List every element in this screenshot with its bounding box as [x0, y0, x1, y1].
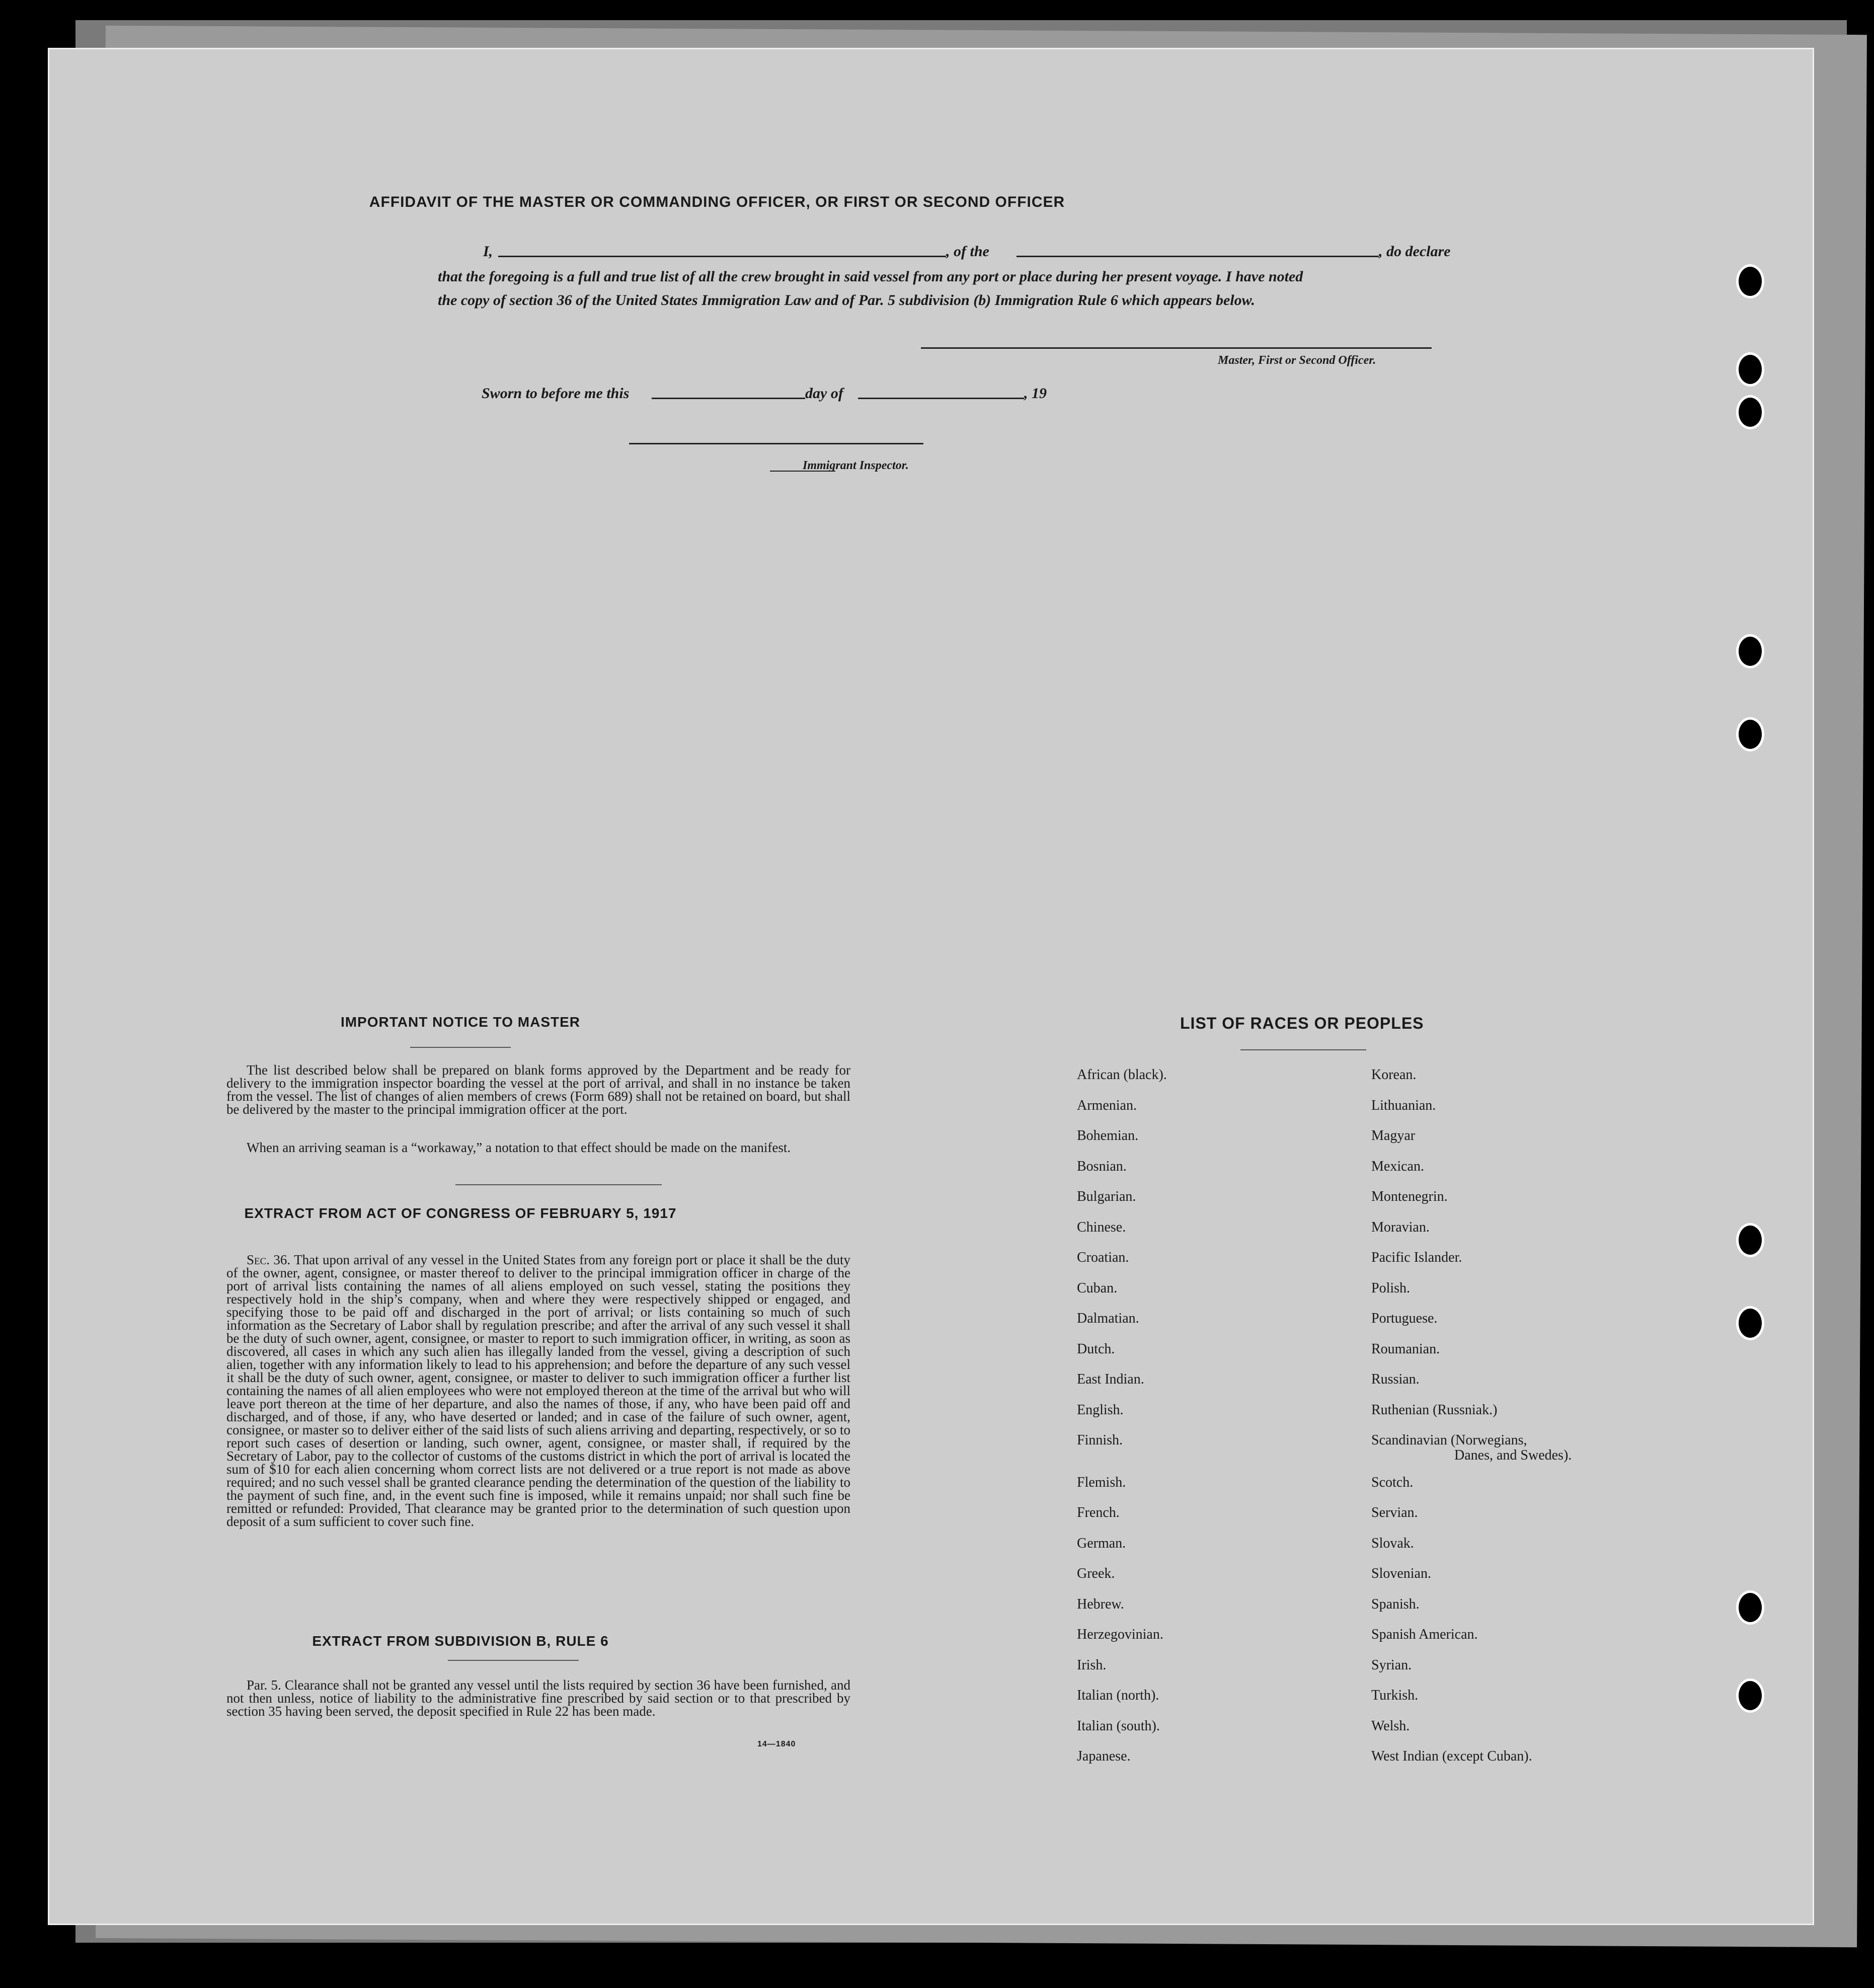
race-item: Moravian. — [1371, 1219, 1430, 1235]
punch-hole — [1736, 717, 1764, 751]
race-item: Chinese. — [1077, 1219, 1126, 1235]
affidavit-i: I, — [483, 243, 493, 260]
race-item: Pacific Islander. — [1371, 1250, 1462, 1265]
race-item: Italian (south). — [1077, 1718, 1160, 1734]
race-item: Magyar — [1371, 1128, 1416, 1143]
punch-hole — [1736, 1678, 1764, 1713]
race-item: Irish. — [1077, 1657, 1107, 1673]
race-item: Syrian. — [1371, 1657, 1412, 1673]
race-item: Scandinavian (Norwegians, — [1371, 1432, 1527, 1448]
race-item: Welsh. — [1371, 1718, 1410, 1734]
races-title: LIST OF RACES OR PEOPLES — [1180, 1014, 1424, 1032]
divider — [1240, 1049, 1366, 1050]
race-item: Roumanian. — [1371, 1341, 1440, 1357]
divider — [455, 1184, 662, 1185]
sworn-year: , 19 — [1024, 385, 1047, 402]
race-item: Spanish American. — [1371, 1627, 1478, 1642]
affidavit-declare: , do declare — [1379, 243, 1451, 260]
race-item: Finnish. — [1077, 1432, 1123, 1448]
race-item: French. — [1077, 1505, 1120, 1520]
race-item: Armenian. — [1077, 1097, 1137, 1113]
race-item: Polish. — [1371, 1280, 1411, 1296]
inspector-signature-blank[interactable] — [629, 443, 923, 444]
race-item: West Indian (except Cuban). — [1371, 1748, 1532, 1764]
race-item: Portuguese. — [1371, 1311, 1438, 1326]
race-item: Greek. — [1077, 1566, 1115, 1581]
race-item: Lithuanian. — [1371, 1097, 1436, 1113]
race-item: Bulgarian. — [1077, 1189, 1136, 1204]
race-item: African (black). — [1077, 1067, 1167, 1083]
rule-paragraph: Par. 5. Clearance shall not be granted any vessel until the lists required by section 36 have been furnished, and not then unless, notice of liability to the administrative fine prescribed by said section or to that prescribed by section 35 having been served, the deposit specified in Rule 22 has been made. — [226, 1677, 850, 1719]
race-item: Servian. — [1371, 1505, 1418, 1520]
affidavit-line3: the copy of section 36 of the United States Immigration Law and of Par. 5 subdivision (b) Immigration Rule 6 which appears below. — [438, 292, 1255, 309]
race-item: German. — [1077, 1535, 1126, 1551]
punch-hole — [1736, 1590, 1764, 1625]
race-item: Scotch. — [1371, 1474, 1414, 1490]
race-item: Korean. — [1371, 1067, 1417, 1083]
act-title: EXTRACT FROM ACT OF CONGRESS OF FEBRUARY 5, 1917 — [244, 1205, 677, 1221]
race-item: Mexican. — [1371, 1158, 1424, 1174]
race-item: Ruthenian (Russniak.) — [1371, 1402, 1498, 1418]
race-item: Slovenian. — [1371, 1566, 1431, 1581]
officer-signature-label: Master, First or Second Officer. — [1218, 354, 1376, 367]
manifest-page — [48, 48, 1814, 1925]
punch-hole — [1736, 1306, 1764, 1340]
notice-title: IMPORTANT NOTICE TO MASTER — [340, 1014, 581, 1030]
race-item: Russian. — [1371, 1371, 1420, 1387]
race-item: Turkish. — [1371, 1688, 1419, 1703]
notice-paragraph-1: The list described below shall be prepared on blank forms approved by the Department and be ready for delivery to the immigration inspector boarding the vessel at the port of arrival, and shall in no instance be taken from the vessel. The list of changes of alien members of crews (Form 689) shall not be retained on board, but shall be delivered by the master to the principal immigration officer at the port. — [226, 1062, 850, 1117]
act-sec-text: That upon arrival of any vessel in the United States from any foreign port or place it shall be the duty of the owner, agent, consignee, or master thereof to deliver to the principal immigration officer in charge of the port of arrival lists containing the names of all aliens employed on such vessel, stating the positions they respectively hold in the ship’s company, when and where they were respectively shipped or engaged, and specifying those to be paid off and discharged in the port of arrival; or lists containing so much of such information as the Secretary of Labor shall by regulation prescribe; and after the arrival of any such vessel it shall be the duty of such owner, agent, consignee, or master to report to such immigration officer, in writing, as soon as discovered, all cases in which any such alien has illegally landed from the vessel, giving a description of such alien, together with any information likely to lead to his apprehension; and before the departure of any such vessel it shall be the duty of such owner, agent, consignee, or master to deliver to such immigration officer a further list containing the names of all alien employees who were not employed thereon at the time of the arrival but who will leave port thereon at the time of her departure, and also the names of those, if any, who have been paid off and discharged, and of those, if any, who have deserted or landed; and in case of the failure of such owner, agent, consignee, or master so to deliver either of the said lists of such aliens arriving and departing, respectively, or so to report such cases of desertion or landing, such owner, agent, consignee, or master shall, if required by the Secretary of Labor, pay to the collector of customs of the customs district in which the port of arrival is located the sum of $10 for each alien concerning whom correct lists are not delivered or a true report is not made as above required; and no such vessel shall be granted clearance pending the determination of the question of the liability to the payment of such fine, and, in the event such fine is imposed, while it remains unpaid; nor shall such fine be remitted or refunded: Provided, That clearance may be granted prior to the determination of such question upon deposit of a sum sufficient to cover such fine. — [226, 1252, 851, 1529]
affidavit-line2: that the foregoing is a full and true list of all the crew brought in said vessel from any port or place during her present voyage. I have noted — [438, 268, 1303, 285]
race-item: East Indian. — [1077, 1371, 1144, 1387]
race-item: Italian (north). — [1077, 1688, 1159, 1703]
race-item: Hebrew. — [1077, 1596, 1124, 1612]
officer-signature-blank[interactable] — [921, 347, 1432, 349]
race-item: Spanish. — [1371, 1596, 1420, 1612]
race-item: Bohemian. — [1077, 1128, 1139, 1143]
act-section-36 — [226, 1253, 850, 1528]
notice-paragraph-2: When an arriving seaman is a “workaway,” a notation to that effect should be made on the manifest. — [247, 1140, 791, 1155]
punch-hole — [1736, 352, 1764, 387]
race-item: Dutch. — [1077, 1341, 1115, 1357]
race-item: Croatian. — [1077, 1250, 1129, 1265]
sworn-month-blank[interactable] — [858, 398, 1024, 399]
affidavit-title: AFFIDAVIT OF THE MASTER OR COMMANDING OFFICER, OR FIRST OR SECOND OFFICER — [369, 194, 1065, 210]
race-item: Herzegovinian. — [1077, 1627, 1163, 1642]
race-item: Montenegrin. — [1371, 1189, 1448, 1204]
race-item: Japanese. — [1077, 1748, 1131, 1764]
vessel-blank[interactable] — [1017, 256, 1379, 257]
divider — [448, 1660, 579, 1661]
rule-title: EXTRACT FROM SUBDIVISION B, RULE 6 — [312, 1633, 609, 1649]
race-item: Slovak. — [1371, 1535, 1414, 1551]
punch-hole — [1736, 634, 1764, 668]
punch-hole — [1736, 1223, 1764, 1257]
sworn-prefix: Sworn to before me this — [482, 385, 630, 402]
affidavit-of-the: , of the — [946, 243, 989, 260]
race-item: Cuban. — [1077, 1280, 1118, 1296]
sworn-day-blank[interactable] — [652, 398, 805, 399]
divider — [410, 1047, 511, 1048]
form-number: 14—1840 — [757, 1740, 796, 1748]
race-item: Bosnian. — [1077, 1158, 1127, 1174]
race-item: Danes, and Swedes). — [1454, 1447, 1572, 1463]
name-blank[interactable] — [498, 256, 946, 257]
race-item: Flemish. — [1077, 1474, 1126, 1490]
punch-hole — [1736, 264, 1764, 298]
sworn-day-of: day of — [805, 385, 843, 402]
punch-hole — [1736, 395, 1764, 429]
inspector-label: Immigrant Inspector. — [803, 459, 909, 472]
race-item: Dalmatian. — [1077, 1311, 1139, 1326]
act-sec-label: Sec. 36. — [247, 1252, 291, 1267]
race-item: English. — [1077, 1402, 1124, 1418]
